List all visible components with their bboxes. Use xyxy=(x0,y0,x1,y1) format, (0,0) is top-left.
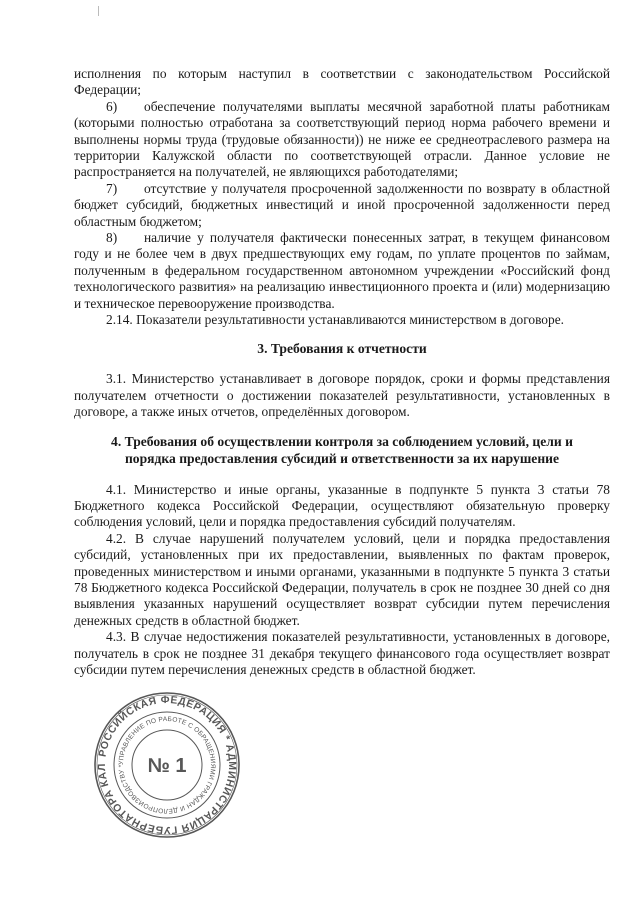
paragraph-continuation: исполнения по которым наступил в соответствии с законодательством Российской Федерации; xyxy=(74,66,610,98)
paragraph-4-3: 4.3. В случае недостижения показателей результативности, установленных в договоре, получатель в срок не позднее 31 декабря текущего финансового года осуществляет возврат субсидии путем перечисления денежных средств в областной бюджет. xyxy=(74,629,610,677)
list-item-7 xyxy=(74,181,610,230)
paragraph-4-2: 4.2. В случае нарушений получателем условий, цели и порядка предоставления субсидий, установленных при их предоставлении, выявленных по фактам проверок, проведенных министерством и иными органами, указанными в подпункте 5 пункта 3 статьи 78 Бюджетного кодекса Российской Федерации, получатель в срок не позднее 30 дней со дня выявления указанных нарушений осуществляет возврат субсидии путем перечисления денежных средств в областной бюджет. xyxy=(74,530,610,628)
seal-inner-text: УПРАВЛЕНИЕ ПО РАБОТЕ С ОБРАЩЕНИЯМИ ГРАЖДАН И ДЕЛОПРОИЗВОДСТВУ * xyxy=(117,715,217,815)
section-4-heading: 4. Требования об осуществлении контроля за соблюдением условий, цели и порядка предоставления субсидий и ответственности за их нарушение xyxy=(111,434,573,466)
scan-artifact xyxy=(98,6,99,16)
list-text: отсутствие у получателя просроченной задолженности по возврату в областной бюджет субсидий, бюджетных инвестиций и иной просроченной задолженности перед областным бюджетом; xyxy=(74,180,610,229)
official-seal xyxy=(92,690,242,840)
seal-icon xyxy=(92,690,242,840)
top-paragraphs xyxy=(74,66,610,329)
section-3-heading: 3. Требования к отчетности xyxy=(257,340,427,356)
seal-number: № 1 xyxy=(147,755,187,777)
list-text: наличие у получателя фактически понесенных затрат, в текущем финансовом году и не более чем в двух предшествующих ему годам, по уплате процентов по займам, полученным в федеральном государственном автономном учреждении «Российский фонд технологического развития» на реализацию инвестиционного проекта и (или) модернизацию и техническое перевооружение производства. xyxy=(74,230,610,311)
list-item-6 xyxy=(74,99,610,181)
seal-outer-text: РОССИЙСКАЯ ФЕДЕРАЦИЯ * АДМИНИСТРАЦИЯ ГУБЕРНАТОРА КАЛ xyxy=(96,694,238,836)
list-text: обеспечение получателями выплаты месячной заработной платы работникам (которыми полностью отработана за соответствующий период норма рабочего времени и выполнены нормы труда (трудовые обязанности)) не ниже ее среднеотраслевого размера на территории Калужской области по соответствующей отрасли. Данное условие не распространяется на получателей, не являющихся работодателями; xyxy=(74,98,610,180)
paragraph-3-1: 3.1. Министерство устанавливает в договоре порядок, сроки и формы представления получателем отчетности о достижении показателей результативности, установленных в договоре, а также иных отчетов, определённых договором. xyxy=(74,371,610,419)
document-page xyxy=(74,66,610,678)
list-number: 6) xyxy=(106,98,118,114)
paragraph-4-1: 4.1. Министерство и иные органы, указанные в подпункте 5 пункта 3 статьи 78 Бюджетного кодекса Российской Федерации, осуществляют обязательную проверку соблюдения условий, цели и порядка предоставления субсидий получателям. xyxy=(74,481,610,530)
list-item-8 xyxy=(74,230,610,312)
list-number: 8) xyxy=(106,230,118,246)
paragraph-2-14: 2.14. Показатели результативности устанавливаются министерством в договоре. xyxy=(106,312,564,328)
list-number: 7) xyxy=(106,180,118,196)
